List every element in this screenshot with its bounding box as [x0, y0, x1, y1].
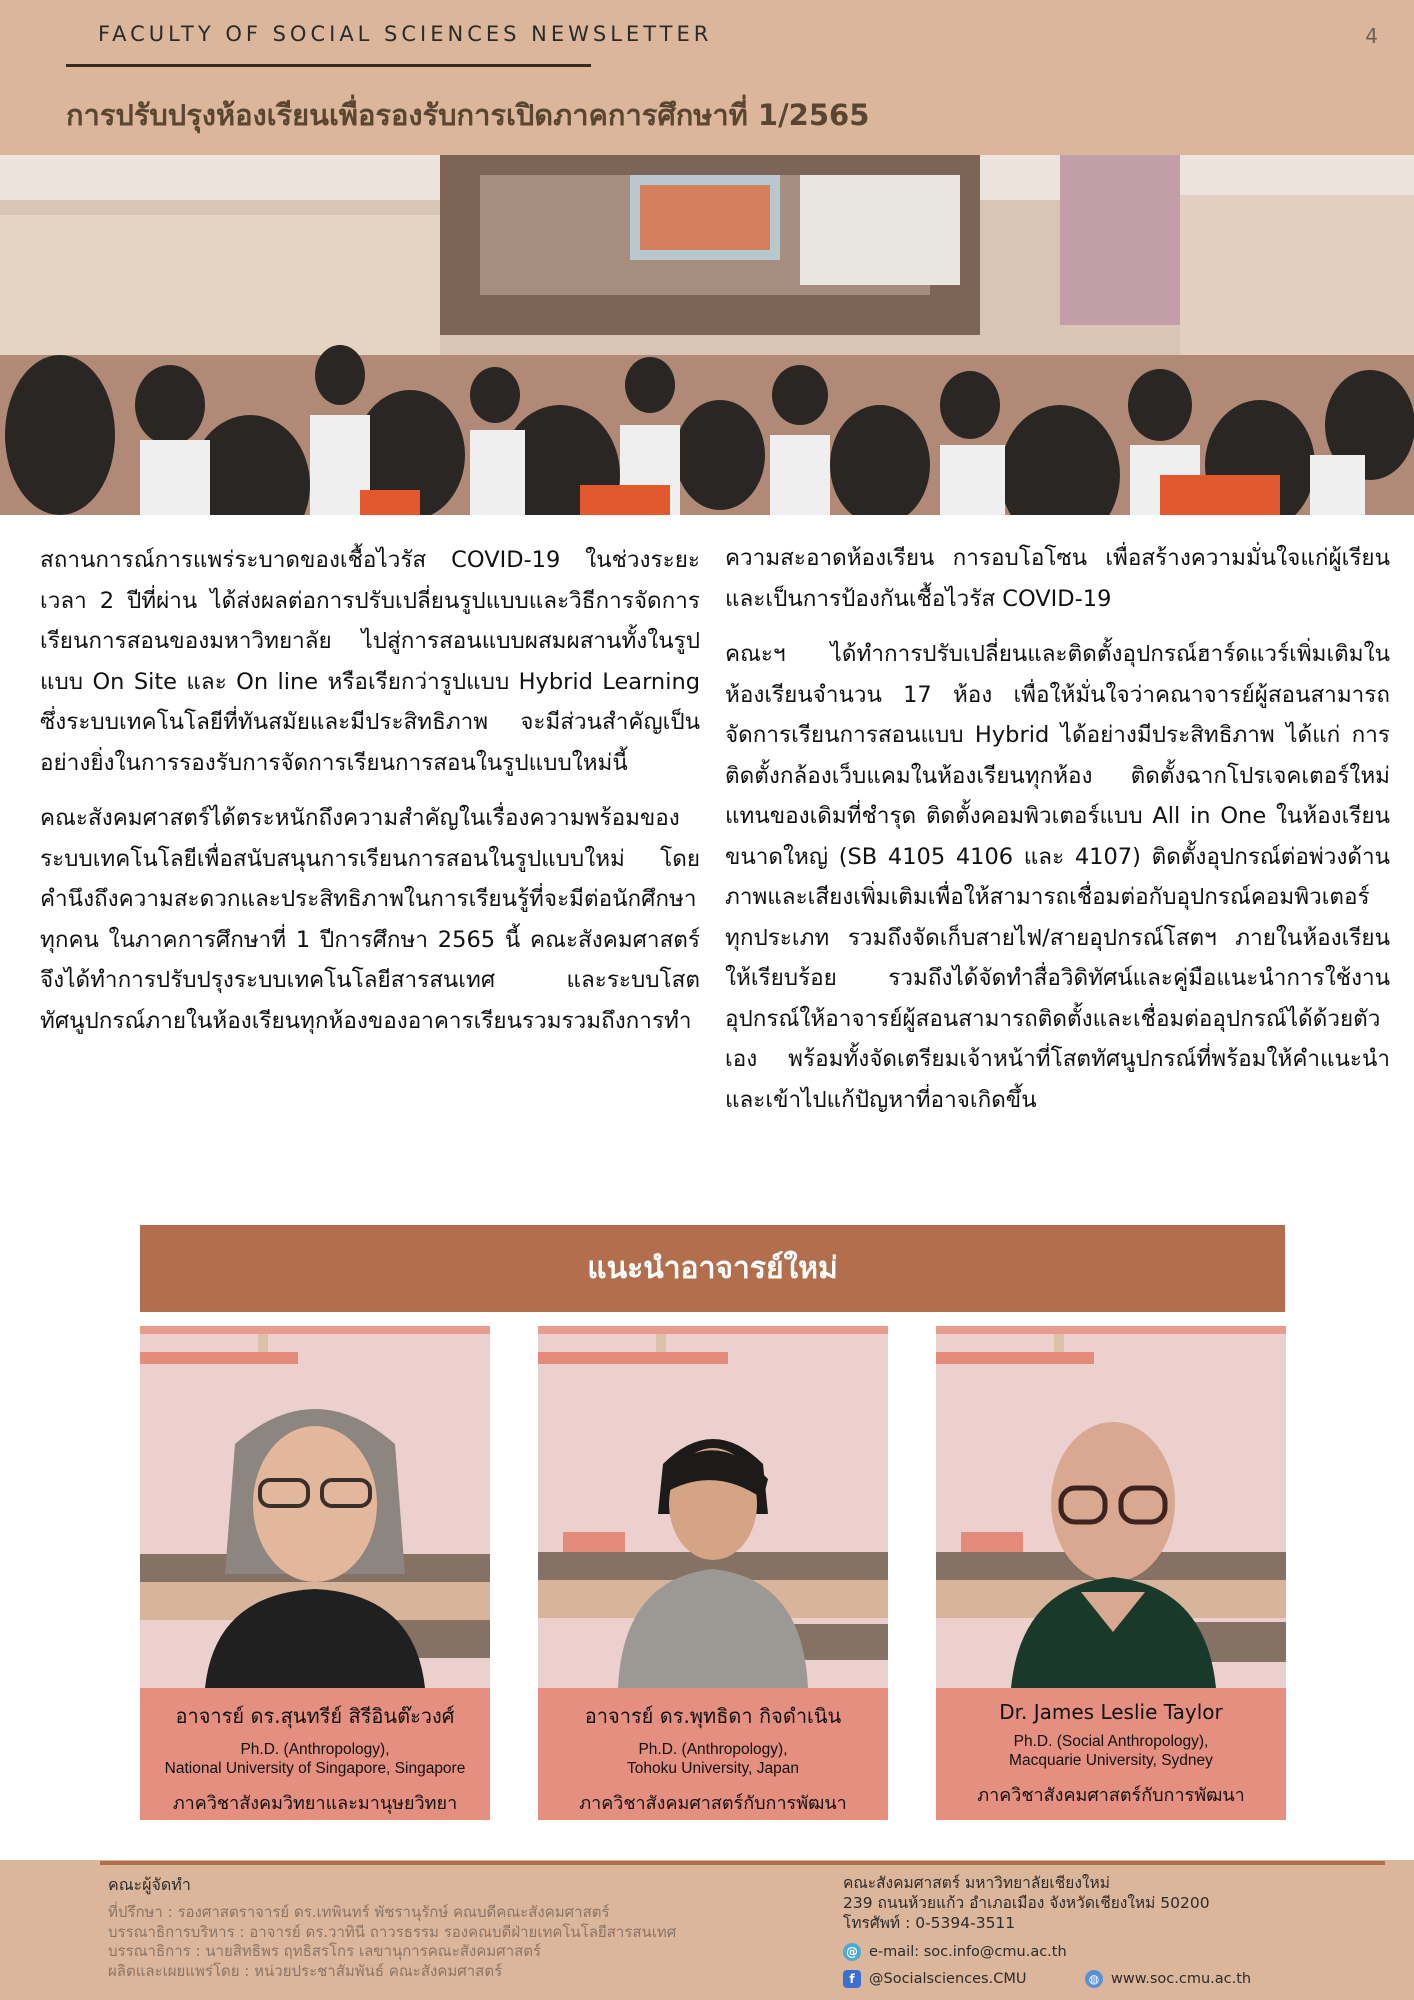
article-paragraph: คณะสังคมศาสตร์ได้ตระหนักถึงความสำคัญในเรื่องความพร้อมของระบบเทคโนโลยีเพื่อสนับสนุนการเรียนการสอนในรูปแบบใหม่ โดยคำนึงถึงความสะดวกและประสิทธิภาพในการเรียนรู้ที่จะมีต่อนักศึกษาทุกคน ในภาคการศึกษาที่ 1 ปีการศึกษา 2565 นี้ คณะสังคมศาสตร์จึงได้ทำการปรับปรุงระบบเทคโนโลยีสารสนเทศ และระบบโสตทัศนูปกรณ์ภายในห้องเรียนทุกห้องของอาคารเรียนรวมรวมถึงการทำ — [40, 805, 700, 1034]
article-paragraph: คณะฯ ได้ทำการปรับเปลี่ยนและติดตั้งอุปกรณ์ฮาร์ดแวร์เพิ่มเติมในห้องเรียนจำนวน 17 ห้อง เพื่อให้มั่นใจว่าคณาจารย์ผู้สอนสามารถจัดการเรียนการสอนแบบ Hybrid ได้อย่างมีประสิทธิภาพ ได้แก่ การติดตั้งกล้องเว็บแคมในห้องเรียนทุกห้อง ติดตั้งฉากโปรเจคเตอร์ใหม่แทนของเดิมที่ชำรุด ติดตั้งคอมพิวเตอร์แบบ All in One ในห้องเรียน ขนาดใหญ่ (SB 4105 4106 และ 4107) ติดตั้งอุปกรณ์ต่อพ่วงด้านภาพและเสียงเพิ่มเติมเพื่อให้สามารถเชื่อมต่อกับอุปกรณ์คอมพิวเตอร์ทุกประเภท รวมถึงจัดเก็บสายไฟ/สายอุปกรณ์โสตฯ ภายในห้องเรียนให้เรียบร้อย รวมถึงได้จัดทำสื่อวิดิทัศน์และคู่มือแนะนำการใช้งานอุปกรณ์ให้อาจารย์ผู้สอนสามารถติดตั้งและเชื่อมต่ออุปกรณ์ได้ด้วยตัวเอง พร้อมทั้งจัดเตรียมเจ้าหน้าที่โสตทัศนูปกรณ์ที่พร้อมให้คำแนะนำและเข้าไปแก้ปัญหาที่อาจเกิดขึ้น — [725, 641, 1390, 1113]
facebook-text: @Socialsciences.CMU — [869, 1971, 1027, 1987]
newsletter-title: FACULTY OF SOCIAL SCIENCES NEWSLETTER — [98, 22, 713, 46]
faculty-portrait — [961, 1392, 1261, 1688]
faculty-name: Dr. James Leslie Taylor — [999, 1700, 1223, 1724]
faculty-degree-line: Tohoku University, Japan — [626, 1760, 800, 1777]
faculty-degree-line: Ph.D. (Anthropology), — [240, 1741, 390, 1758]
footer-address — [843, 1873, 1210, 1933]
article-column-left — [40, 540, 700, 1056]
footer-divider — [100, 1861, 1385, 1865]
faculty-department: ภาควิชาสังคมศาสตร์กับการพัฒนา — [579, 1793, 847, 1814]
article-paragraph: ความสะอาดห้องเรียน การอบโอโซน เพื่อสร้างความมั่นใจแก่ผู้เรียนและเป็นการป้องกันเชื้อไวรัส COVID-19 — [725, 545, 1390, 612]
card-frame — [538, 1326, 888, 1334]
article-paragraph: สถานการณ์การแพร่ระบาดของเชื้อไวรัส COVID-19 ในช่วงระยะเวลา 2 ปีที่ผ่าน ได้ส่งผลต่อการปรับเปลี่ยนรูปแบบและวิธีการจัดการเรียนการสอนของมหาวิทยาลัย ไปสู่การสอนแบบผสมผสานทั้งในรูปแบบ On Site และ On line หรือเรียกว่ารูปแบบ Hybrid Learning ซึ่งระบบเทคโนโลยีที่ทันสมัยและมีประสิทธิภาพ จะมีส่วนสำคัญเป็นอย่างยิ่งในการรองรับการจัดการเรียนการสอนในรูปแบบใหม่นี้ — [40, 547, 700, 776]
shelf-bracket — [656, 1334, 666, 1352]
article-column-right — [725, 538, 1390, 1135]
header-divider — [66, 64, 591, 67]
credit-line: ผลิตและเผยแพร่โดย : หน่วยประชาสัมพันธ์ คณะสังคมศาสตร์ — [108, 1961, 503, 1980]
shelf — [538, 1352, 728, 1364]
email-text: e-mail: soc.info@cmu.ac.th — [869, 1944, 1067, 1960]
faculty-portrait — [165, 1384, 465, 1688]
faculty-caption — [538, 1688, 888, 1820]
classroom-photo — [0, 155, 1414, 515]
page-number: 4 — [1365, 24, 1378, 48]
faculty-degree-line: Ph.D. (Social Anthropology), — [1013, 1733, 1209, 1750]
footer-email[interactable] — [843, 1943, 1067, 1961]
faculty-degree-line: Macquarie University, Sydney — [1009, 1752, 1213, 1769]
faculty-portrait — [563, 1404, 863, 1688]
globe-icon: ◍ — [1085, 1970, 1103, 1988]
card-frame — [936, 1326, 1286, 1334]
footer-heading: คณะผู้จัดทำ — [108, 1875, 191, 1894]
faculty-department: ภาควิชาสังคมศาสตร์กับการพัฒนา — [977, 1785, 1245, 1806]
footer-website[interactable] — [1085, 1970, 1251, 1988]
faculty-degree — [538, 1740, 888, 1778]
credit-line: บรรณาธิการบริหาร : อาจารย์ ดร.วาทินี ถาวรธรรม รองคณบดีฝ่ายเทคโนโลยีสารสนเทศ — [108, 1922, 677, 1941]
faculty-degree — [936, 1732, 1286, 1770]
faculty-caption — [936, 1688, 1286, 1820]
faculty-degree-line: National University of Singapore, Singapore — [164, 1760, 466, 1777]
faculty-degree — [140, 1740, 490, 1778]
faculty-card — [538, 1326, 888, 1820]
shelf — [936, 1352, 1094, 1364]
faculty-caption — [140, 1688, 490, 1820]
footer-credits — [108, 1903, 676, 1981]
footer-facebook[interactable] — [843, 1970, 1026, 1988]
faculty-card — [936, 1326, 1286, 1820]
credit-line: บรรณาธิการ : นายสิทธิพร ฤทธิสรโกร เลขานุการคณะสังคมศาสตร์ — [108, 1942, 542, 1960]
address-line: คณะสังคมศาสตร์ มหาวิทยาลัยเชียงใหม่ — [843, 1874, 1110, 1892]
credit-line: ที่ปรึกษา : รองศาสตราจารย์ ดร.เทพินทร์ พัชรานุรักษ์ คณบดีคณะสังคมศาสตร์ — [108, 1903, 610, 1921]
website-text: www.soc.cmu.ac.th — [1111, 1971, 1252, 1987]
article-title: การปรับปรุงห้องเรียนเพื่อรองรับการเปิดภาคการศึกษาที่ 1/2565 — [66, 98, 870, 132]
faculty-name: อาจารย์ ดร.พุทธิดา กิจดำเนิน — [584, 1704, 842, 1728]
shelf-bracket — [258, 1334, 268, 1352]
facebook-icon: f — [843, 1970, 861, 1988]
faculty-name: อาจารย์ ดร.สุนทรีย์ สิรีอินต๊ะวงศ์ — [175, 1704, 455, 1728]
new-faculty-banner: แนะนำอาจารย์ใหม่ — [140, 1225, 1285, 1312]
card-frame — [140, 1326, 490, 1334]
shelf — [140, 1352, 298, 1364]
faculty-card — [140, 1326, 490, 1820]
faculty-degree-line: Ph.D. (Anthropology), — [638, 1741, 788, 1758]
address-line: 239 ถนนห้วยแก้ว อำเภอเมือง จังหวัดเชียงใหม่ 50200 — [843, 1894, 1210, 1912]
email-icon: @ — [843, 1943, 861, 1961]
faculty-department: ภาควิชาสังคมวิทยาและมานุษยวิทยา — [172, 1793, 458, 1814]
address-line: โทรศัพท์ : 0-5394-3511 — [843, 1914, 1016, 1932]
shelf-bracket — [1054, 1334, 1064, 1352]
